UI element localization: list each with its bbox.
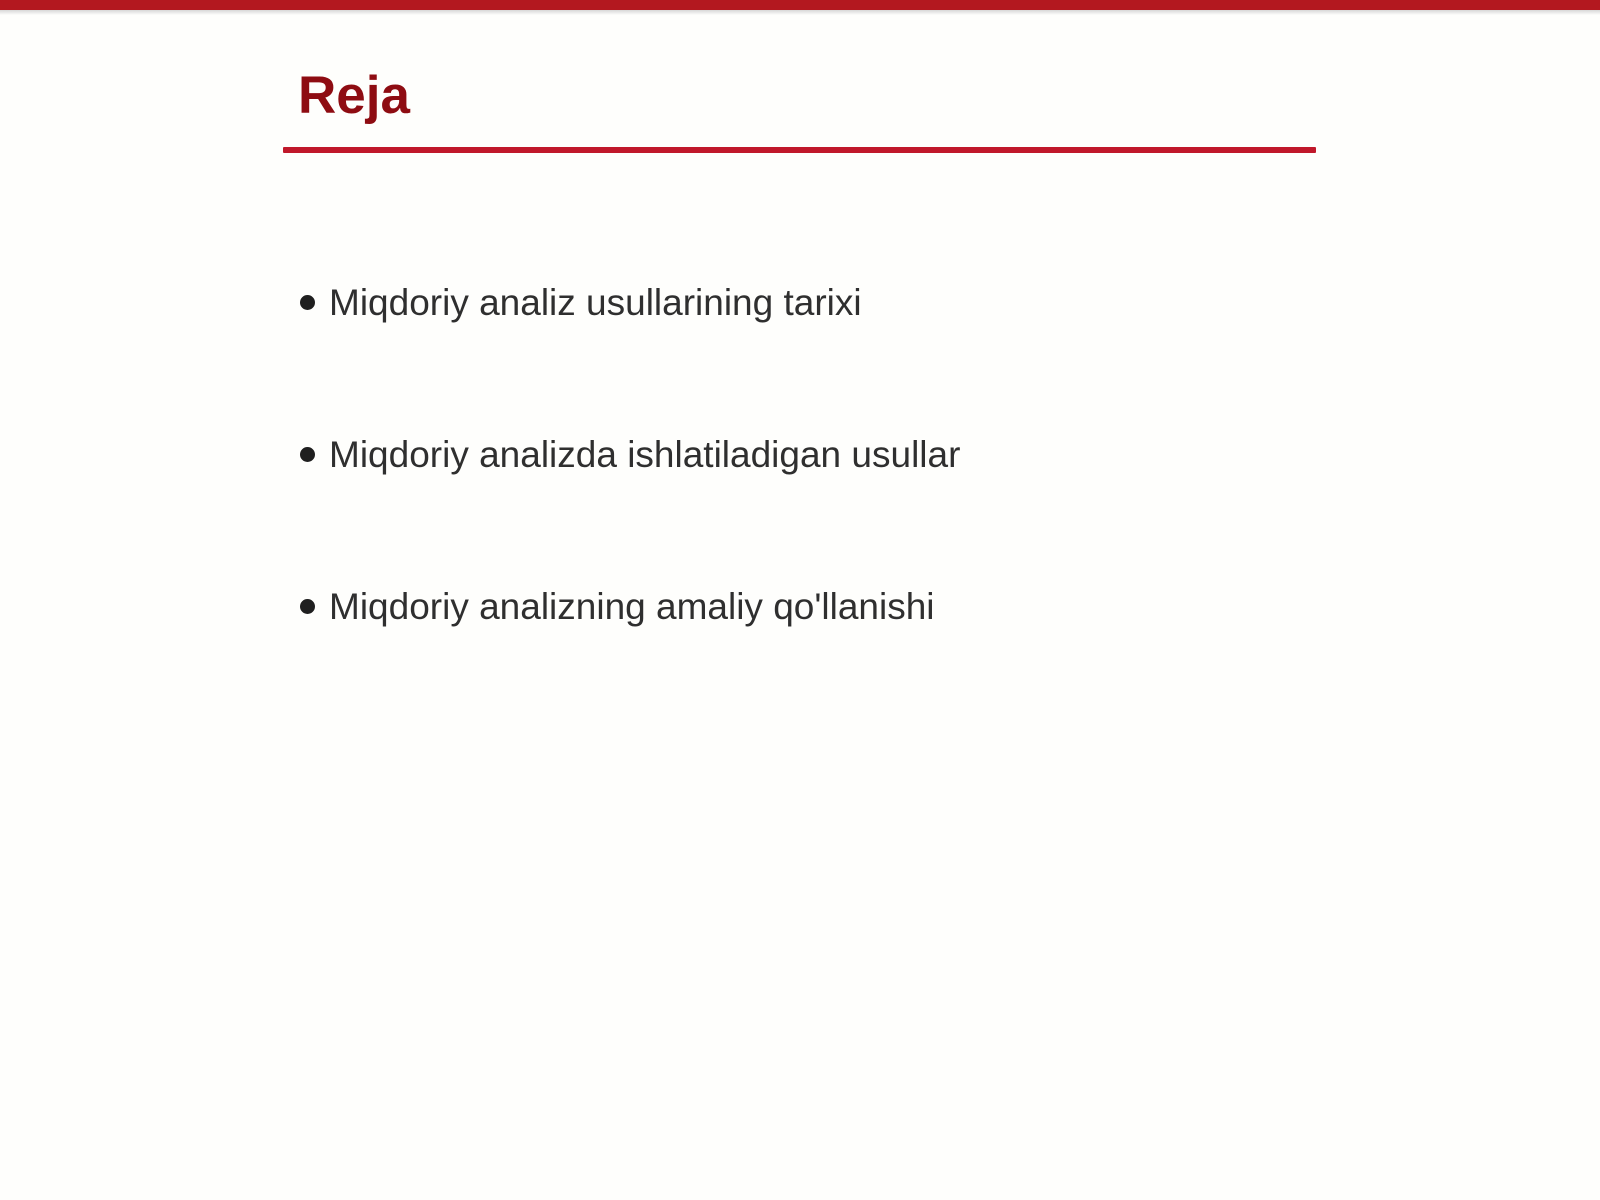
agenda-item [300,433,960,477]
bullet-icon [300,447,315,462]
agenda-item-text: Miqdoriy analizning amaliy qo'llanishi [329,586,935,627]
top-accent-bar [0,0,1600,10]
title-underline [283,147,1316,153]
agenda-item [300,281,862,325]
agenda-item-text: Miqdoriy analiz usullarining tarixi [329,282,862,323]
top-bar-shadow [0,10,1600,15]
bullet-icon [300,295,315,310]
agenda-item-text: Miqdoriy analizda ishlatiladigan usullar [329,434,961,475]
slide-title: Reja [298,66,410,125]
bullet-icon [300,599,315,614]
agenda-item [300,585,935,629]
